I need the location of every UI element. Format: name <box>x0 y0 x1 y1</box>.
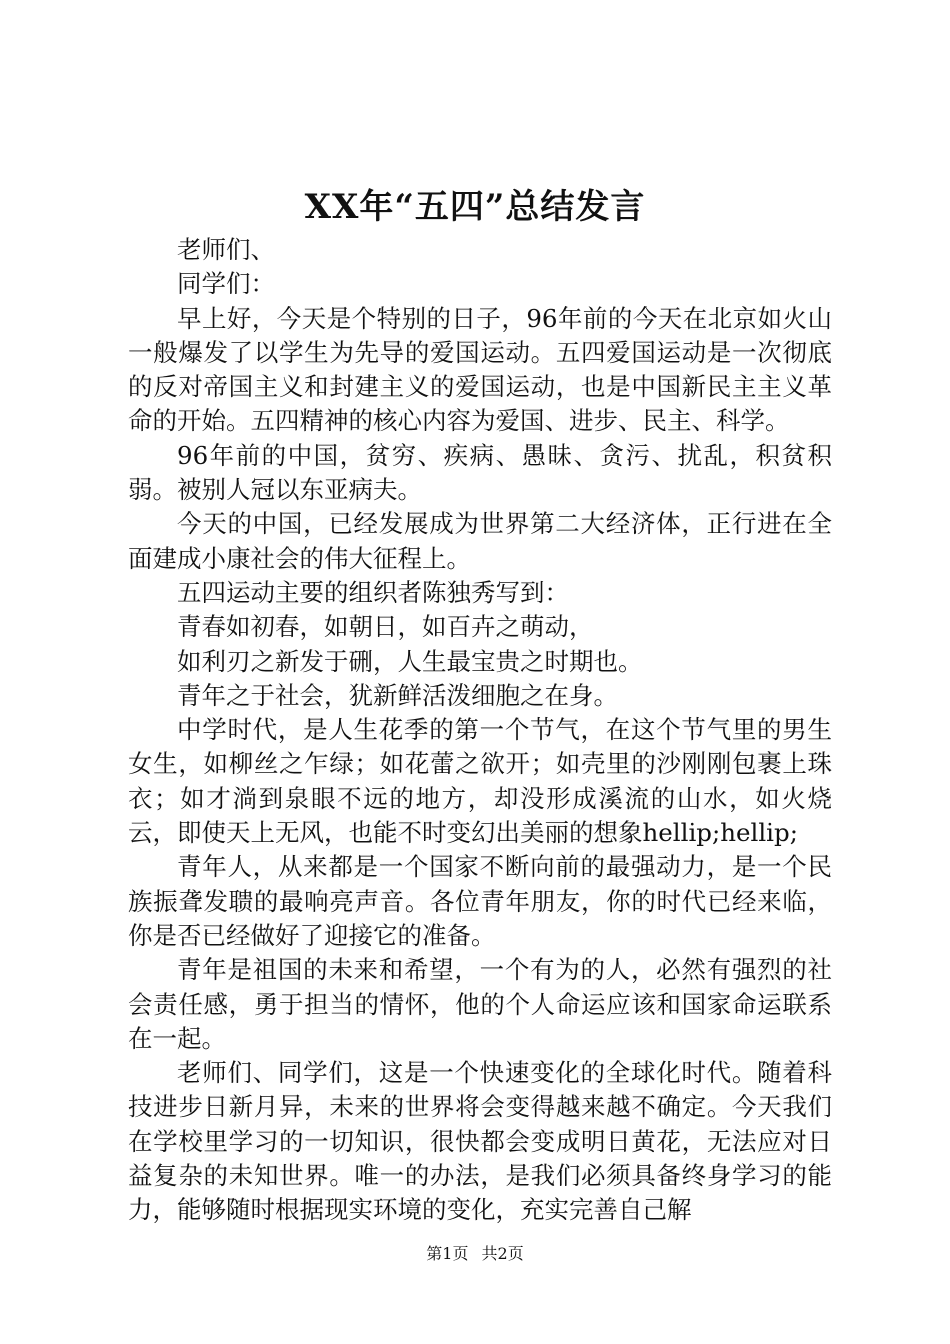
paragraph: 中学时代，是人生花季的第一个节气，在这个节气里的男生女生，如柳丝之乍绿；如花蕾之欲开；如壳里的沙刚刚包裹上珠衣；如才淌到泉眼不远的地方，却没形成溪流的山水，如火烧云，即使天上无风，也能不时变幻出美丽的想象hellip;hellip; <box>128 715 832 848</box>
page-number: 第1页 <box>426 1244 469 1263</box>
paragraph: 同学们： <box>177 269 275 299</box>
paragraph: 96年前的中国，贫穷、疾病、愚昧、贪污、扰乱，积贫积弱。被别人冠以东亚病夫。 <box>128 440 832 505</box>
paragraph: 青春如初春，如朝日，如百卉之萌动， <box>177 612 594 642</box>
paragraph: 五四运动主要的组织者陈独秀写到： <box>177 577 569 607</box>
paragraph: 青年是祖国的未来和希望，一个有为的人，必然有强烈的社会责任感，勇于担当的情怀，他的个人命运应该和国家命运联系在一起。 <box>128 955 832 1053</box>
document-body <box>128 233 832 1228</box>
paragraph: 老师们、 <box>177 235 275 264</box>
paragraph: 老师们、同学们，这是一个快速变化的全球化时代。随着科技进步日新月异，未来的世界将会变得越来越不确定。今天我们在学校里学习的一切知识，很快都会变成明日黄花，无法应对日益复杂的未知世界。唯一的办法，是我们必须具备终身学习的能力，能够随时根据现实环境的变化，充实完善自己解 <box>128 1058 832 1225</box>
page-total: 共2页 <box>481 1244 524 1263</box>
page-footer <box>0 1243 950 1265</box>
paragraph: 今天的中国，已经发展成为世界第二大经济体，正行进在全面建成小康社会的伟大征程上。 <box>128 509 832 573</box>
paragraph: 青年人，从来都是一个国家不断向前的最强动力，是一个民族振聋发聩的最响亮声音。各位青年朋友，你的时代已经来临，你是否已经做好了迎接它的准备。 <box>128 852 832 950</box>
paragraph: 早上好，今天是个特别的日子，96年前的今天在北京如火山一般爆发了以学生为先导的爱国运动。五四爱国运动是一次彻底的反对帝国主义和封建主义的爱国运动，也是中国新民主主义革命的开始。五四精神的核心内容为爱国、进步、民主、科学。 <box>128 303 832 436</box>
document-title: XX年“五四”总结发言 <box>304 187 646 227</box>
paragraph: 青年之于社会，犹新鲜活泼细胞之在身。 <box>177 680 618 710</box>
paragraph: 如利刃之新发于硎，人生最宝贵之时期也。 <box>177 646 643 676</box>
